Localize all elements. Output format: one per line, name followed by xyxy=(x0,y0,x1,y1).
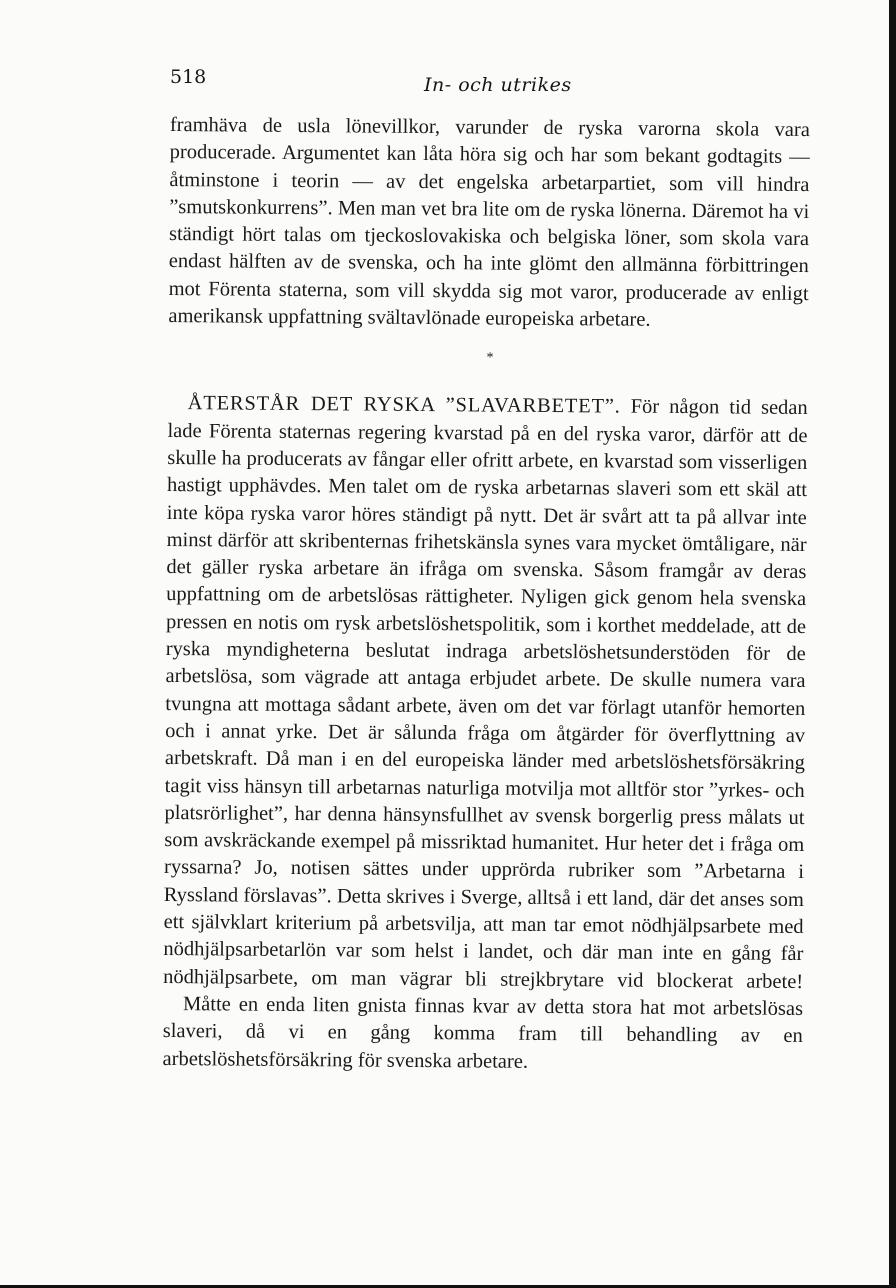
body-text xyxy=(162,112,810,1078)
section-lead: För någon tid sedan lade Förenta staternas regering kvarstad på en del ryska varor, därför att de skulle ha producerats av fångar eller ofritt arbete, en kvarstad som visserligen hastigt upphävdes. Men talet om de ryska arbetarnas slaveri som ett skäl att inte köpa ryska varor höres ständigt på nytt. xyxy=(166,396,808,527)
paragraph-opening: framhäva de usla lönevillkor, varunder de ryska varorna skola vara producerade. Argumentet kan låta höra sig och har som bekant godtagits — åtminstone i teorin — av det engelska arbetarpartiet, som vill hindra ”smutskonkurrens”. Men man vet bra lite om de ryska lönerna. Däremot ha vi ständigt hört talas om tjeckoslovakiska och belgiska löner, som skola vara endast hälften av de svenska, och ha inte glömt den allmänna förbittringen mot Förenta staterna, som vill skydda sig mot varor, producerade av enligt amerikansk uppfattning svältavlönade europeiska arbetare. xyxy=(168,113,810,331)
section-body: Det är svårt att ta på allvar inte minst därför att skribenternas frihetskänsla synes vara mycket ömtåligare, när det gäller ryska arbetare än ifråga om svenska. Såsom framgår av deras uppfattning om de arbetslösas rättigheter. Nyligen gick genom hela svenska pressen en notis om rysk arbetslöshetspolitik, som i korthet meddelade, att de ryska myndigheterna beslutat indraga arbetslöshetsunderstöden för de arbetslösa, som vägrade att antaga erbjudet arbete. De skulle numera vara tvungna att mottaga sådant arbete, även om det var förlagt utanför hemorten och i annat yrke. Det är sålunda fråga om åtgärder för överflyttning av arbetskraft. Då man i en del europeiska länder med arbetslöshetsförsäkring tagit viss hänsyn till arbetarnas naturliga motvilja mot alltför stor ”yrkes- och platsrörlighet”, har denna hänsynsfullhet av svensk borgerlig press målats ut som avskräckande exempel på missriktad humanitet. Hur heter det i fråga om ryssarna? Jo, notisen sättes under upprörda rubriker som ”Arbetarna i Ryssland förslavas”. Detta skrives i Sverge, alltså i ett land, där det anses som ett självklart kriterium på arbetsvilja, att man tar emot nödhjälpsarbete med nödhjälpsarbetarlön var som helst i landet, och där man inte en gång får nödhjälpsarbete, om man vägrar bli strejkbrytare vid blockerat arbete! xyxy=(163,504,807,993)
page-number: 518 xyxy=(170,66,207,88)
paragraph-closing: Måtte en enda liten gnista finnas kvar av detta stora hat mot arbetslösas slaveri, då vi en gång komma fram till behandling av en arbetslöshetsförsäkring för svenska arbetare. xyxy=(162,993,804,1073)
paragraph-section xyxy=(163,390,808,996)
running-head: In- och utrikes xyxy=(424,74,572,96)
section-title: ÅTERSTÅR DET RYSKA ”SLAVARBETET”. xyxy=(187,392,621,418)
section-separator: * xyxy=(486,350,494,366)
scan-edge-right xyxy=(889,0,896,1288)
